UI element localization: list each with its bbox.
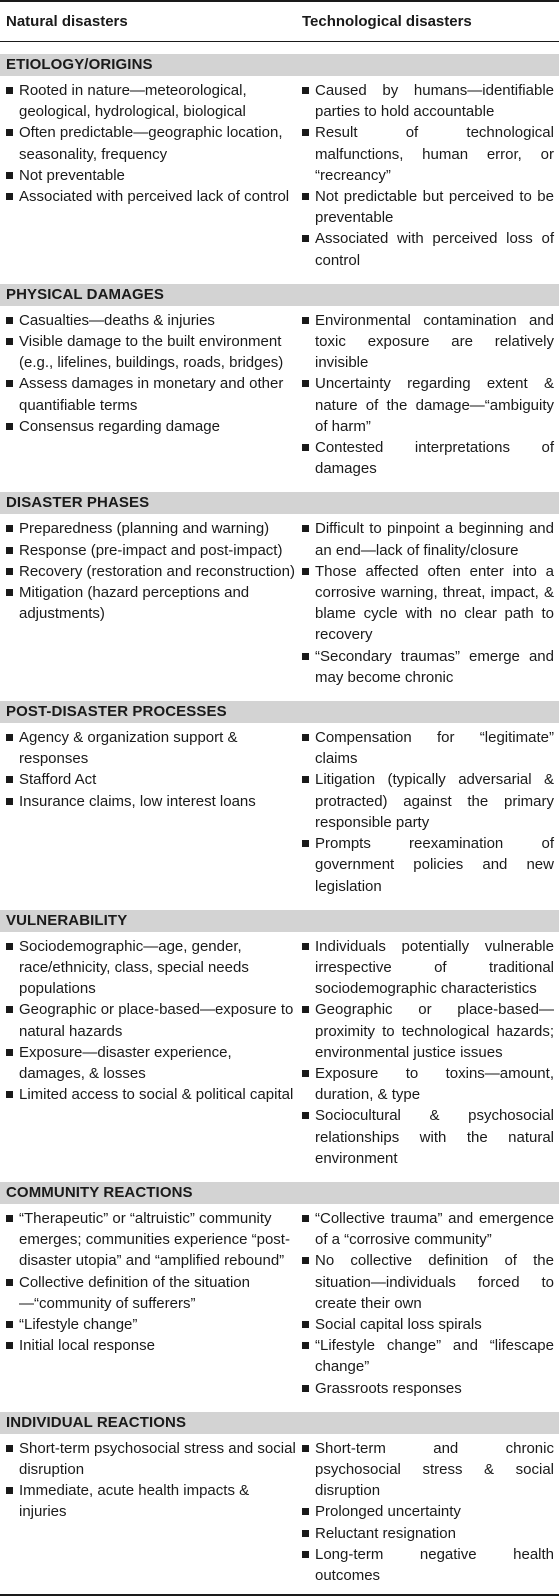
list-item: [302, 1208, 554, 1250]
square-bullet-icon: [6, 193, 13, 200]
list-item: [6, 561, 298, 582]
list-item-text: Result of technological malfunctions, human error, or “recreancy”: [315, 124, 554, 184]
list-item: [302, 1501, 554, 1522]
square-bullet-icon: [302, 317, 309, 324]
square-bullet-icon: [6, 380, 13, 387]
list-item-text: Compensation for “legitimate” claims: [315, 729, 554, 768]
list-item-text: Initial local response: [19, 1337, 155, 1355]
section-heading: COMMUNITY REACTIONS: [0, 1182, 559, 1204]
natural-disasters-list: [0, 80, 298, 271]
list-item: [302, 228, 554, 270]
natural-disasters-list: [0, 518, 298, 688]
list-item: [302, 1438, 554, 1502]
list-item: [6, 310, 298, 331]
list-item: [302, 769, 554, 833]
square-bullet-icon: [6, 338, 13, 345]
square-bullet-icon: [6, 129, 13, 136]
square-bullet-icon: [6, 87, 13, 94]
list-item-text: Difficult to pinpoint a beginning and an end—lack of finality/closure: [315, 520, 554, 559]
square-bullet-icon: [6, 1342, 13, 1349]
list-item: [6, 791, 298, 812]
list-item-text: Casualties—deaths & injuries: [19, 311, 215, 329]
list-item-text: Response (pre-impact and post-impact): [19, 541, 283, 559]
list-item: [302, 518, 554, 560]
square-bullet-icon: [302, 1551, 309, 1558]
list-item-text: Exposure—disaster experience, damages, & losses: [19, 1043, 232, 1082]
table-body: [0, 54, 559, 1588]
list-item-text: Visible damage to the built environment (e.g., lifelines, buildings, roads, bridges): [19, 333, 284, 372]
list-item-text: Agency & organization support & responses: [19, 729, 238, 768]
list-item-text: Mitigation (hazard perceptions and adjustments): [19, 584, 250, 623]
header-natural-disasters: Natural disasters: [6, 13, 128, 30]
square-bullet-icon: [302, 193, 309, 200]
square-bullet-icon: [6, 423, 13, 430]
list-item: [302, 561, 554, 646]
natural-disasters-list: [0, 727, 298, 897]
list-item: [6, 582, 298, 624]
list-item: [302, 437, 554, 479]
section-heading: DISASTER PHASES: [0, 492, 559, 514]
square-bullet-icon: [302, 1257, 309, 1264]
list-item-text: Litigation (typically adversarial & protracted) against the primary responsible party: [315, 771, 554, 831]
list-item-text: Uncertainty regarding extent & nature of the damage—“ambiguity of harm”: [315, 375, 554, 435]
list-item-text: “Collective trauma” and emergence of a “corrosive community”: [315, 1209, 554, 1249]
square-bullet-icon: [302, 87, 309, 94]
list-item-text: Short-term psychosocial stress and social disruption: [19, 1439, 296, 1478]
square-bullet-icon: [6, 1049, 13, 1056]
list-item: [6, 122, 298, 164]
square-bullet-icon: [302, 1445, 309, 1452]
square-bullet-icon: [6, 589, 13, 596]
technological-disasters-list: [298, 80, 559, 271]
list-item-text: Consensus regarding damage: [19, 417, 220, 435]
section-heading: PHYSICAL DAMAGES: [0, 284, 559, 306]
square-bullet-icon: [6, 172, 13, 179]
list-item-text: Long-term negative health outcomes: [315, 1545, 554, 1584]
square-bullet-icon: [6, 317, 13, 324]
list-item-text: Not preventable: [19, 166, 125, 184]
list-item: [6, 331, 298, 373]
technological-disasters-list: [298, 727, 559, 897]
list-item: [302, 1105, 554, 1169]
square-bullet-icon: [302, 568, 309, 575]
square-bullet-icon: [302, 1385, 309, 1392]
list-item-text: Those affected often enter into a corrosive warning, threat, impact, & blame cycle with no clear path to recovery: [315, 562, 554, 644]
natural-disasters-list: [0, 310, 298, 480]
square-bullet-icon: [6, 1487, 13, 1494]
section-row: [0, 76, 559, 273]
list-item: [6, 373, 298, 415]
list-item-text: “Therapeutic” or “altruistic” community emerges; communities experience “post-disaster utopia” and “amplified rebound”: [19, 1209, 290, 1270]
square-bullet-icon: [6, 1006, 13, 1013]
square-bullet-icon: [302, 444, 309, 451]
list-item-text: Individuals potentially vulnerable irrespective of traditional sociodemographic characteristics: [315, 937, 554, 998]
square-bullet-icon: [6, 568, 13, 575]
list-item-text: Reluctant resignation: [315, 1524, 456, 1542]
list-item-text: “Lifestyle change” and “lifescape change”: [315, 1337, 554, 1376]
square-bullet-icon: [6, 525, 13, 532]
square-bullet-icon: [302, 653, 309, 660]
section-row: [0, 1204, 559, 1401]
list-item: [302, 80, 554, 122]
list-item: [6, 1314, 298, 1335]
list-item: [302, 833, 554, 897]
list-item: [302, 1250, 554, 1314]
list-item: [6, 999, 298, 1041]
square-bullet-icon: [302, 525, 309, 532]
list-item-text: Geographic or place-based—exposure to natural hazards: [19, 1001, 294, 1040]
list-item: [302, 1544, 554, 1586]
list-item: [6, 416, 298, 437]
technological-disasters-list: [298, 936, 559, 1169]
list-item: [302, 186, 554, 228]
header-technological-disasters: Technological disasters: [302, 13, 472, 30]
natural-disasters-list: [0, 1208, 298, 1399]
square-bullet-icon: [6, 1445, 13, 1452]
list-item: [302, 936, 554, 1000]
list-item-text: Preparedness (planning and warning): [19, 520, 270, 538]
list-item: [6, 727, 298, 769]
list-item-text: Limited access to social & political capital: [19, 1086, 294, 1104]
section-heading: ETIOLOGY/ORIGINS: [0, 54, 559, 76]
list-item: [6, 1042, 298, 1084]
square-bullet-icon: [302, 1006, 309, 1013]
list-item-text: Short-term and chronic psychosocial stress & social disruption: [315, 1439, 554, 1500]
list-item-text: Grassroots responses: [315, 1379, 462, 1397]
list-item: [6, 1438, 298, 1480]
list-item: [6, 518, 298, 539]
section-row: [0, 1434, 559, 1588]
section-row: [0, 932, 559, 1171]
list-item-text: Geographic or place-based—proximity to technological hazards; environmental justice issues: [315, 1001, 554, 1061]
list-item-text: “Lifestyle change”: [19, 1315, 138, 1333]
square-bullet-icon: [6, 1215, 13, 1222]
list-item: [302, 646, 554, 688]
square-bullet-icon: [6, 547, 13, 554]
technological-disasters-list: [298, 518, 559, 688]
square-bullet-icon: [6, 943, 13, 950]
list-item-text: Social capital loss spirals: [315, 1315, 482, 1333]
section-heading: POST-DISASTER PROCESSES: [0, 701, 559, 723]
list-item-text: Prompts reexamination of government policies and new legislation: [315, 835, 554, 895]
list-item: [302, 727, 554, 769]
square-bullet-icon: [302, 129, 309, 136]
list-item: [302, 999, 554, 1063]
list-item: [6, 186, 298, 207]
list-item: [6, 80, 298, 122]
square-bullet-icon: [6, 776, 13, 783]
list-item: [6, 769, 298, 790]
square-bullet-icon: [6, 734, 13, 741]
square-bullet-icon: [302, 734, 309, 741]
square-bullet-icon: [302, 1215, 309, 1222]
section-row: [0, 723, 559, 899]
list-item-text: Associated with perceived loss of control: [315, 230, 554, 269]
list-item: [6, 540, 298, 561]
list-item: [6, 165, 298, 186]
section-row: [0, 306, 559, 482]
square-bullet-icon: [6, 1321, 13, 1328]
list-item-text: Sociocultural & psychosocial relationships with the natural environment: [315, 1107, 554, 1167]
section-heading: VULNERABILITY: [0, 910, 559, 932]
list-item: [302, 373, 554, 437]
square-bullet-icon: [302, 1508, 309, 1515]
list-item-text: No collective definition of the situation—individuals forced to create their own: [315, 1252, 554, 1312]
list-item-text: Exposure to toxins—amount, duration, & type: [315, 1064, 554, 1104]
list-item: [302, 1378, 554, 1399]
list-item: [6, 1208, 298, 1272]
square-bullet-icon: [302, 1321, 309, 1328]
list-item-text: Rooted in nature—meteorological, geological, hydrological, biological: [19, 82, 247, 121]
square-bullet-icon: [302, 1342, 309, 1349]
list-item: [302, 1063, 554, 1105]
list-item: [6, 1480, 298, 1522]
square-bullet-icon: [6, 798, 13, 805]
list-item: [6, 1084, 298, 1105]
list-item-text: Collective definition of the situation—“community of sufferers”: [19, 1273, 250, 1312]
square-bullet-icon: [302, 943, 309, 950]
list-item-text: Stafford Act: [19, 771, 97, 789]
section-row: [0, 514, 559, 690]
list-item: [302, 1314, 554, 1335]
natural-disasters-list: [0, 936, 298, 1169]
square-bullet-icon: [6, 1091, 13, 1098]
list-item: [6, 936, 298, 1000]
list-item-text: Often predictable—geographic location, seasonality, frequency: [19, 124, 283, 163]
technological-disasters-list: [298, 1208, 559, 1399]
square-bullet-icon: [302, 1070, 309, 1077]
list-item-text: Assess damages in monetary and other quantifiable terms: [19, 375, 284, 414]
square-bullet-icon: [302, 235, 309, 242]
list-item-text: Caused by humans—identifiable parties to hold accountable: [315, 82, 554, 121]
list-item-text: Sociodemographic—age, gender, race/ethnicity, class, special needs populations: [19, 937, 249, 998]
square-bullet-icon: [302, 380, 309, 387]
list-item-text: Prolonged uncertainty: [315, 1503, 461, 1521]
square-bullet-icon: [302, 1112, 309, 1119]
list-item-text: Not predictable but perceived to be preventable: [315, 188, 554, 227]
table-header-row: [0, 2, 559, 42]
technological-disasters-list: [298, 310, 559, 480]
list-item-text: Recovery (restoration and reconstruction): [19, 562, 295, 580]
list-item: [302, 122, 554, 186]
square-bullet-icon: [302, 840, 309, 847]
list-item-text: “Secondary traumas” emerge and may become chronic: [315, 647, 554, 686]
section-heading: INDIVIDUAL REACTIONS: [0, 1412, 559, 1434]
list-item-text: Environmental contamination and toxic exposure are relatively invisible: [315, 311, 554, 372]
technological-disasters-list: [298, 1438, 559, 1586]
list-item-text: Contested interpretations of damages: [315, 439, 554, 478]
square-bullet-icon: [6, 1279, 13, 1286]
square-bullet-icon: [302, 1530, 309, 1537]
list-item: [302, 1523, 554, 1544]
list-item-text: Insurance claims, low interest loans: [19, 792, 256, 810]
list-item: [6, 1272, 298, 1314]
list-item: [302, 310, 554, 374]
natural-disasters-list: [0, 1438, 298, 1586]
list-item: [302, 1335, 554, 1377]
square-bullet-icon: [302, 776, 309, 783]
list-item-text: Immediate, acute health impacts & injuries: [19, 1482, 250, 1521]
list-item: [6, 1335, 298, 1356]
list-item-text: Associated with perceived lack of control: [19, 188, 290, 206]
